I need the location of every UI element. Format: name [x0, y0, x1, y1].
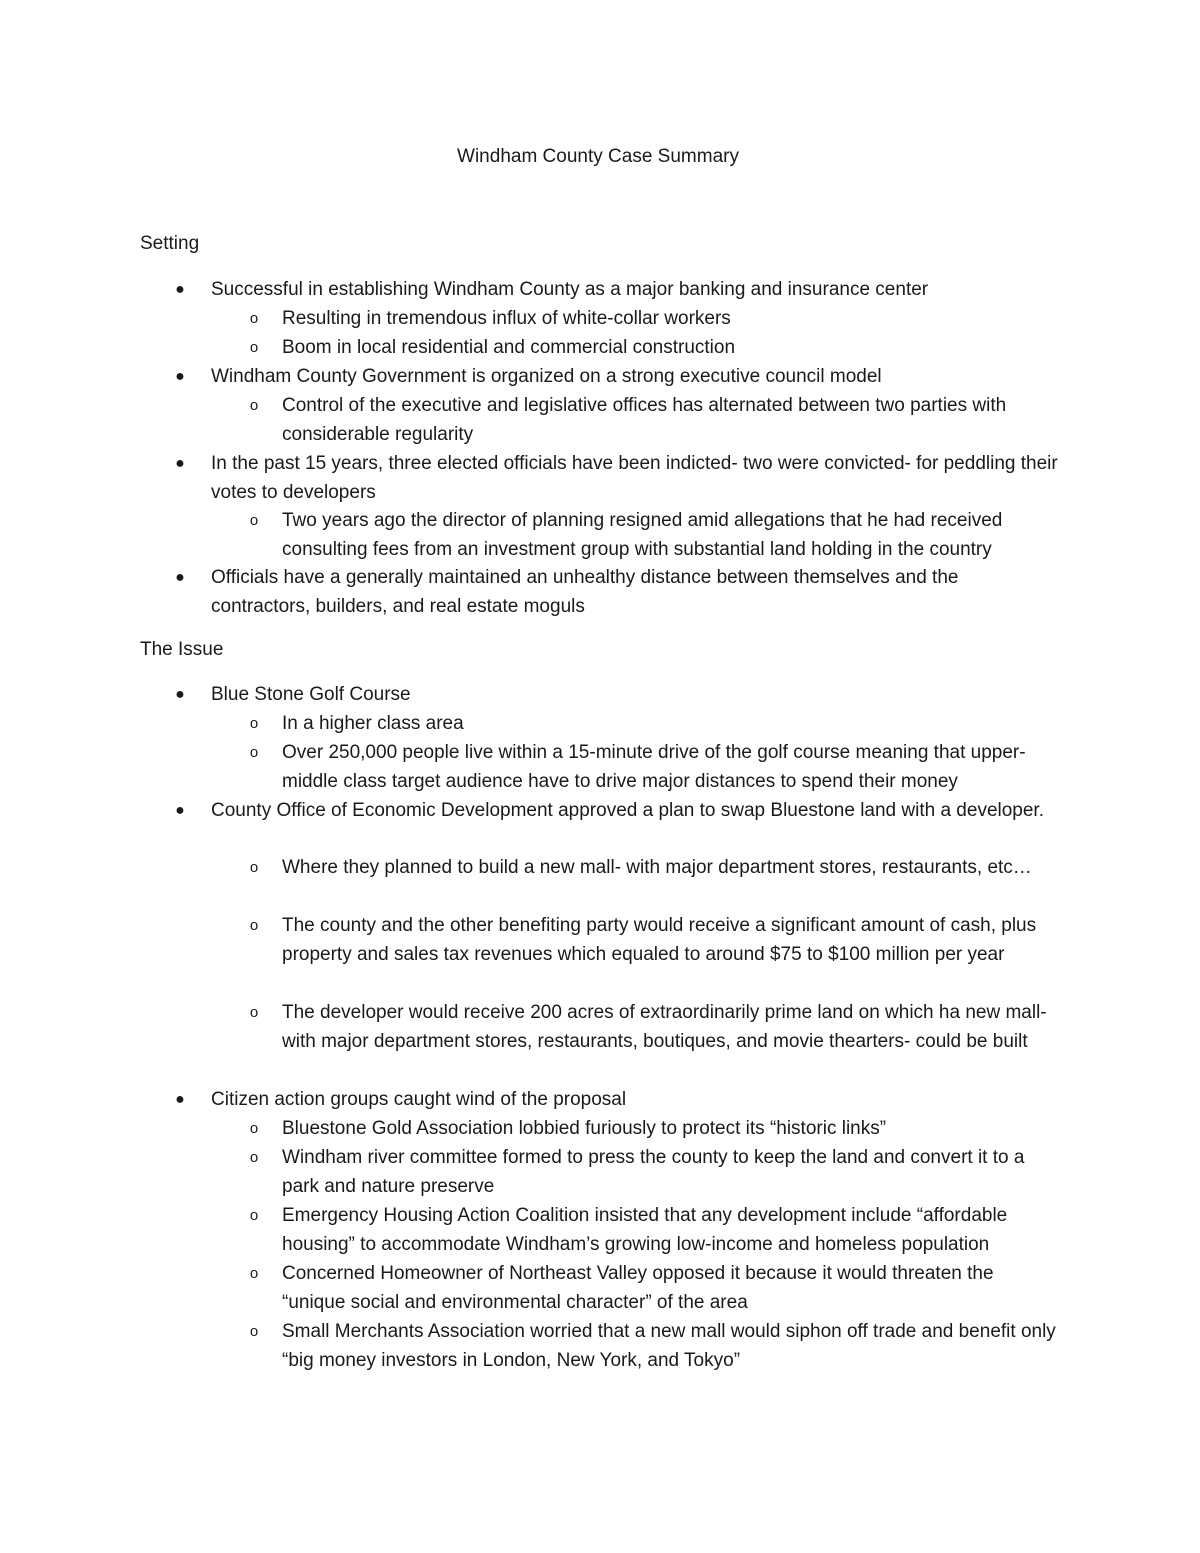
circle-bullet-icon: o [249, 1323, 259, 1340]
sub-list-item: Over 250,000 people live within a 15-minute drive of the golf course meaning that upper-middle class target audience have to drive major distances to spend their money [282, 742, 1026, 792]
sub-list-item: Bluestone Gold Association lobbied furiously to protect its “historic links” [282, 1118, 887, 1139]
list-item: Officials have a generally maintained an unhealthy distance between themselves and the contractors, builders, and real estate moguls [211, 567, 959, 617]
bullet-icon: ● [175, 455, 185, 472]
circle-bullet-icon: o [249, 744, 259, 761]
circle-bullet-icon: o [249, 859, 259, 876]
list-item: Successful in establishing Windham County as a major banking and insurance center [211, 279, 929, 300]
circle-bullet-icon: o [249, 1207, 259, 1224]
bullet-icon: ● [175, 368, 185, 385]
list-item: In the past 15 years, three elected officials have been indicted- two were convicted- for peddling their votes to developers [211, 453, 1058, 503]
sub-list-item: Resulting in tremendous influx of white-collar workers [282, 308, 731, 329]
document-title: Windham County Case Summary [457, 146, 739, 167]
sub-list-item: The county and the other benefiting party would receive a significant amount of cash, plus property and sales tax revenues which equaled to around $75 to $100 million per year [282, 915, 1037, 965]
section-heading-the-issue: The Issue [140, 639, 224, 660]
list-item: Citizen action groups caught wind of the proposal [211, 1089, 627, 1110]
sub-list-item: Small Merchants Association worried that a new mall would siphon off trade and benefit only “big money investors in London, New York, and Tokyo” [282, 1321, 1056, 1371]
sub-list-item: Control of the executive and legislative offices has alternated between two parties with considerable regularity [282, 395, 1007, 445]
list-item: Blue Stone Golf Course [211, 684, 411, 705]
sub-list-item: Concerned Homeowner of Northeast Valley opposed it because it would threaten the “unique social and environmental character” of the area [282, 1263, 994, 1313]
sub-list-item: The developer would receive 200 acres of extraordinarily prime land on which ha new mall- with major department stores, restaurants, boutiques, and movie thearters- could be built [282, 1002, 1047, 1052]
sub-list-item: Emergency Housing Action Coalition insisted that any development include “affordable housing” to accommodate Windham’s growing low-income and homeless population [282, 1205, 1008, 1255]
sub-list-item: Where they planned to build a new mall- with major department stores, restaurants, etc… [282, 857, 1032, 878]
list-item: Windham County Government is organized on a strong executive council model [211, 366, 882, 387]
bullet-icon: ● [175, 686, 185, 703]
sub-list-item: Two years ago the director of planning resigned amid allegations that he had received consulting fees from an investment group with substantial land holding in the country [282, 510, 1003, 560]
sub-list-item: Windham river committee formed to press the county to keep the land and convert it to a park and nature preserve [282, 1147, 1025, 1197]
section-heading-setting: Setting [140, 233, 200, 254]
list-item: County Office of Economic Development approved a plan to swap Bluestone land with a developer. [211, 800, 1044, 821]
circle-bullet-icon: o [249, 310, 259, 327]
circle-bullet-icon: o [249, 917, 259, 934]
circle-bullet-icon: o [249, 1120, 259, 1137]
circle-bullet-icon: o [249, 512, 259, 529]
bullet-icon: ● [175, 802, 185, 819]
bullet-icon: ● [175, 569, 185, 586]
circle-bullet-icon: o [249, 397, 259, 414]
sub-list-item: In a higher class area [282, 713, 464, 734]
bullet-icon: ● [175, 281, 185, 298]
circle-bullet-icon: o [249, 715, 259, 732]
sub-list-item: Boom in local residential and commercial construction [282, 337, 736, 358]
circle-bullet-icon: o [249, 339, 259, 356]
bullet-icon: ● [175, 1091, 185, 1108]
circle-bullet-icon: o [249, 1004, 259, 1021]
circle-bullet-icon: o [249, 1265, 259, 1282]
circle-bullet-icon: o [249, 1149, 259, 1166]
